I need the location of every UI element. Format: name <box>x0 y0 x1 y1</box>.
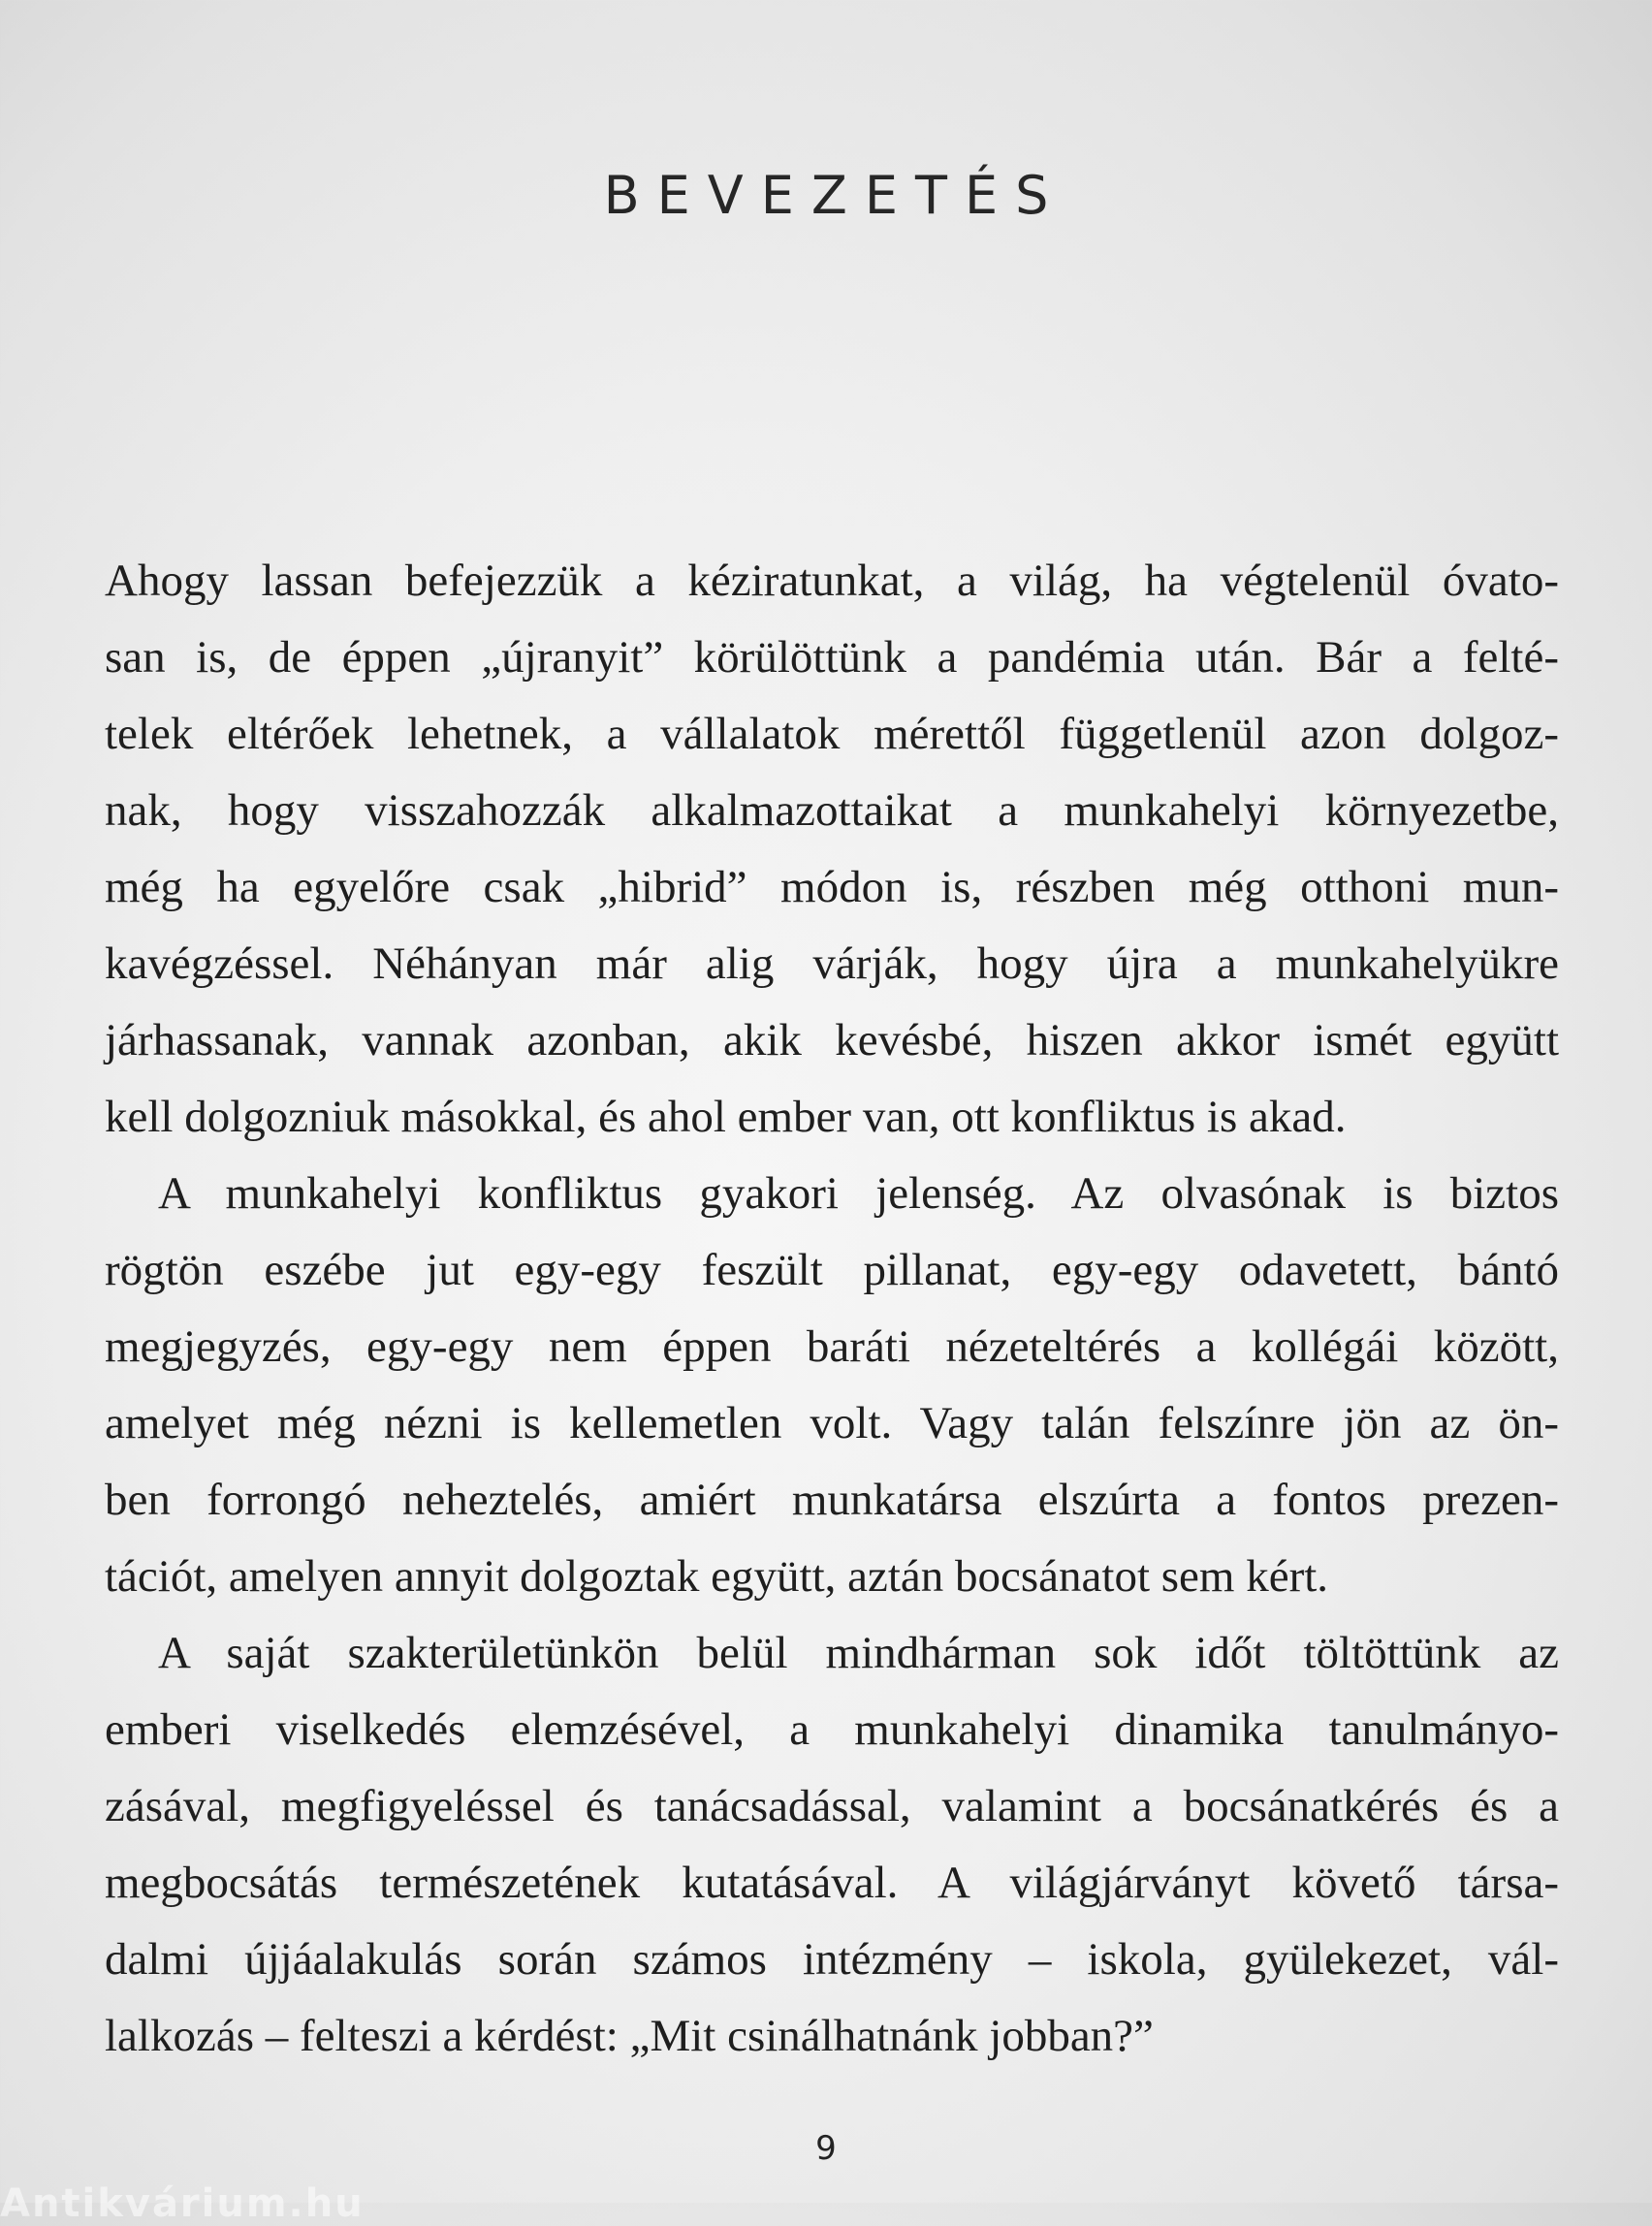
text-line: amelyet még nézni is kellemetlen volt. Vagy talán felszínre jön az ön- <box>105 1398 1559 1448</box>
text-line: A saját szakterületünkön belül mindhárman sok időt töltöttünk az <box>158 1628 1559 1678</box>
text-line: emberi viselkedés elemzésével, a munkahelyi dinamika tanulmányo- <box>105 1704 1559 1755</box>
paragraph-2 <box>105 1156 1559 1615</box>
text-line: san is, de éppen „újranyit” körülöttünk a pandémia után. Bár a felté- <box>105 632 1559 683</box>
text-line: telek eltérőek lehetnek, a vállalatok mérettől függetlenül azon dolgoz- <box>105 709 1559 759</box>
text-line: kell dolgozniuk másokkal, és ahol ember van, ott konfliktus is akad. <box>105 1092 1347 1142</box>
text-line: lalkozás – felteszi a kérdést: „Mit csinálhatnánk jobban?” <box>105 2011 1154 2061</box>
text-line: még ha egyelőre csak „hibrid” módon is, részben még otthoni mun- <box>105 862 1559 912</box>
text-line: A munkahelyi konfliktus gyakori jelenség. Az olvasónak is biztos <box>158 1168 1559 1219</box>
text-line: rögtön eszébe jut egy-egy feszült pillanat, egy-egy odavetett, bántó <box>105 1245 1559 1295</box>
body-text <box>105 543 1559 2075</box>
watermark: Antikvárium.hu <box>0 2181 365 2226</box>
paragraph-1 <box>105 543 1559 1156</box>
page-number: 9 <box>815 2129 837 2168</box>
text-line: kavégzéssel. Néhányan már alig várják, hogy újra a munkahelyükre <box>105 938 1559 989</box>
text-line: zásával, megfigyeléssel és tanácsadással, valamint a bocsánatkérés és a <box>105 1781 1559 1831</box>
text-line: ben forrongó neheztelés, amiért munkatársa elszúrta a fontos prezen- <box>105 1475 1559 1525</box>
paragraph-3 <box>105 1615 1559 2075</box>
text-line: dalmi újjáalakulás során számos intézmény – iskola, gyülekezet, vál- <box>105 1934 1559 1985</box>
text-line: járhassanak, vannak azonban, akik kevésbé, hiszen akkor ismét együtt <box>105 1015 1559 1065</box>
chapter-title: BEVEZETÉS <box>603 165 1066 226</box>
text-line: megbocsátás természetének kutatásával. A világjárványt követő társa- <box>105 1858 1559 1908</box>
text-line: megjegyzés, egy-egy nem éppen baráti nézeteltérés a kollégái között, <box>105 1321 1559 1372</box>
text-line: tációt, amelyen annyit dolgoztak együtt, aztán bocsánatot sem kért. <box>105 1551 1329 1602</box>
text-line: Ahogy lassan befejezzük a kéziratunkat, a világ, ha végtelenül óvato- <box>105 556 1559 606</box>
text-line: nak, hogy visszahozzák alkalmazottaikat a munkahelyi környezetbe, <box>105 785 1559 836</box>
